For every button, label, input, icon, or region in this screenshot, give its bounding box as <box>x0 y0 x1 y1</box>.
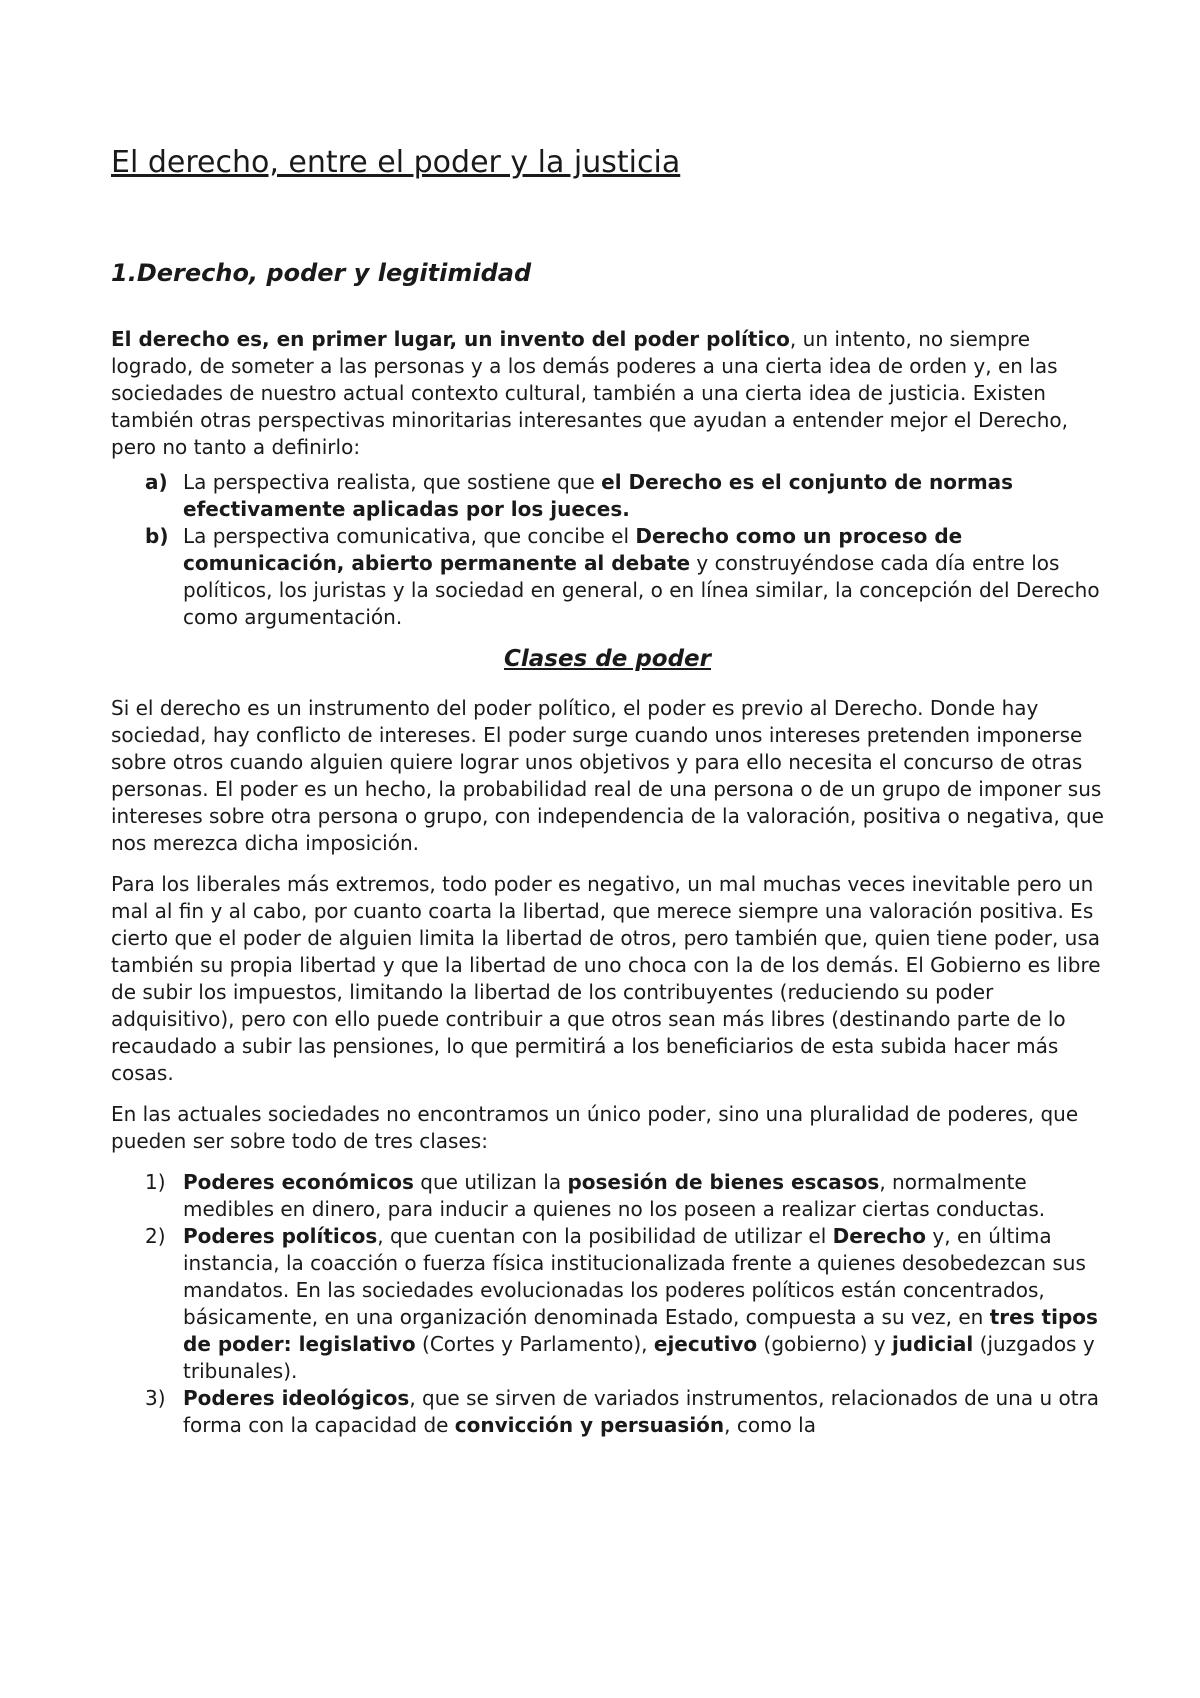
body-paragraph: Si el derecho es un instrumento del poder político, el poder es previo al Derecho. Donde hay sociedad, hay conflicto de intereses. El poder surge cuando unos intereses pretenden imponerse sobre otros cuando alguien quiere lograr unos objetivos y para ello necesita el concurso de otras personas. El poder es un hecho, la probabilidad real de una persona o de un grupo de imponer sus intereses sobre otra persona o grupo, con independencia de la valoración, positiva o negativa, que nos merezca dicha imposición. <box>111 696 1104 855</box>
list-item-bold-text: Poderes económicos <box>183 1170 414 1194</box>
list-item <box>111 469 1104 523</box>
list-marker: b) <box>145 524 169 548</box>
power-classes-list <box>111 1169 1104 1439</box>
list-item-text: (gobierno) y <box>757 1332 892 1356</box>
list-item-bold-text: Poderes políticos <box>183 1224 378 1248</box>
list-item-bold-text: el Derecho es el conjunto de normas efectivamente aplicadas por los jueces. <box>183 470 1014 521</box>
list-item-text: , normalmente medibles en dinero, para inducir a quienes no los poseen a realizar ciertas conductas. <box>183 1170 1046 1221</box>
list-item-bold-text: convicción y persuasión <box>454 1413 725 1437</box>
list-marker: a) <box>145 470 168 494</box>
list-item-text: La perspectiva comunicativa, que concibe el <box>183 524 636 548</box>
list-item-bold-text: Poderes ideológicos <box>183 1386 410 1410</box>
list-item <box>111 1223 1104 1385</box>
list-item-text: (Cortes y Parlamento), <box>415 1332 654 1356</box>
list-item <box>111 1385 1104 1439</box>
list-item-text: , como la <box>724 1413 816 1437</box>
list-item-bold-text: posesión de bienes escasos <box>567 1170 880 1194</box>
body-paragraph: En las actuales sociedades no encontramos un único poder, sino una pluralidad de poderes, que pueden ser sobre todo de tres clases: <box>111 1102 1079 1153</box>
section-heading: 1.Derecho, poder y legitimidad <box>111 259 532 287</box>
list-marker: 1) <box>145 1170 166 1194</box>
list-marker: 2) <box>145 1224 166 1248</box>
list-item-text: La perspectiva realista, que sostiene que <box>183 470 602 494</box>
list-item-text: que utilizan la <box>413 1170 568 1194</box>
perspectives-list <box>111 469 1104 631</box>
list-item-bold-text: tres tipos de poder: legislativo <box>183 1305 1098 1356</box>
intro-text: , un intento, no siempre logrado, de someter a las personas y a los demás poderes a una cierta idea de orden y, en las sociedades de nuestro actual contexto cultural, también a una cierta idea de justicia. Existen también otras perspectivas minoritarias interesantes que ayudan a entender mejor el Derecho, pero no tanto a definirlo: <box>111 327 1069 459</box>
list-item-text: , que se sirven de variados instrumentos, relacionados de una u otra forma con la capacidad de <box>183 1386 1100 1437</box>
list-item <box>111 1169 1104 1223</box>
list-item-text: (juzgados y tribunales). <box>183 1332 1095 1383</box>
list-item-bold-text: ejecutivo <box>653 1332 758 1356</box>
intro-bold-text: El derecho es, en primer lugar, un invento del poder político <box>111 327 790 351</box>
list-item-text: , que cuentan con la posibilidad de utilizar el <box>377 1224 833 1248</box>
body-paragraph: Para los liberales más extremos, todo poder es negativo, un mal muchas veces inevitable pero un mal al fin y al cabo, por cuanto coarta la libertad, que merece siempre una valoración positiva. Es cierto que el poder de alguien limita la libertad de otros, pero también que, quien tiene poder, usa también su propia libertad y que la libertad de uno choca con la de los demás. El Gobierno es libre de subir los impuestos, limitando la libertad de los contribuyentes (reduciendo su poder adquisitivo), pero con ello puede contribuir a que otros sean más libres (destinando parte de lo recaudado a subir las pensiones, lo que permitirá a los beneficiarios de esta subida hacer más cosas. <box>111 872 1101 1085</box>
list-item <box>111 523 1104 631</box>
list-item-text: y construyéndose cada día entre los políticos, los juristas y la sociedad en general, o en línea similar, la concepción del Derecho como argumentación. <box>183 551 1100 629</box>
list-item-bold-text: judicial <box>891 1332 974 1356</box>
list-item-bold-text: Derecho como un proceso de comunicación, abierto permanente al debate <box>183 524 963 575</box>
subheading-clases-de-poder: Clases de poder <box>503 646 711 672</box>
list-item-bold-text: Derecho <box>832 1224 927 1248</box>
intro-paragraph <box>111 326 1104 461</box>
list-marker: 3) <box>145 1386 166 1410</box>
document-title: El derecho, entre el poder y la justicia <box>111 145 681 180</box>
list-item-text: y, en última instancia, la coacción o fuerza física institucionalizada frente a quienes desobedezcan sus mandatos. En las sociedades evolucionadas los poderes políticos están concentrados, básicamente, en una organización denominada Estado, compuesta a su vez, en <box>183 1224 1086 1329</box>
